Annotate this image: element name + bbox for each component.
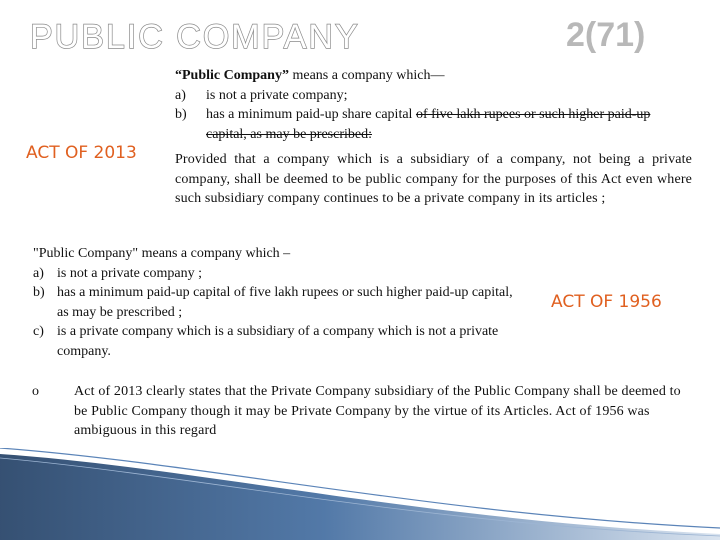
clause-text: is a private company which is a subsidiary of a company which is not a private company. bbox=[57, 324, 499, 359]
defined-term: “Public Company” bbox=[175, 68, 289, 83]
clause-marker: b) bbox=[175, 107, 187, 122]
definition-lead bbox=[33, 244, 525, 264]
clause-c bbox=[33, 322, 525, 361]
comparison-note bbox=[32, 382, 682, 441]
clause-text: is not a private company ; bbox=[57, 265, 203, 281]
defined-term: "Public Company" bbox=[33, 246, 139, 261]
wave-band-fill bbox=[0, 454, 720, 540]
section-number: 2(71) bbox=[566, 16, 646, 54]
decorative-wave-band bbox=[0, 448, 720, 540]
definition-lead-text: means a company which – bbox=[138, 246, 291, 261]
act-1956-label: ACT OF 1956 bbox=[551, 292, 662, 312]
clause-marker: c) bbox=[33, 324, 44, 339]
clause-text-current: has a minimum paid-up share capital bbox=[206, 107, 416, 122]
clause-b bbox=[33, 283, 525, 322]
act-1956-definition bbox=[33, 244, 525, 361]
clause-text bbox=[175, 105, 692, 144]
bullet-icon: o bbox=[32, 384, 39, 399]
clause-text: has a minimum paid-up capital of five lakh rupees or such higher paid-up capital, as may be prescribed ; bbox=[57, 285, 513, 320]
slide-title: PUBLIC COMPANY bbox=[30, 18, 360, 56]
clause-marker: a) bbox=[175, 87, 186, 103]
note-text: Act of 2013 clearly states that the Private Company subsidiary of the Public Company shall be deemed to be Public Company though it may be Private Company by the virtue of its Articles. Act of 1956 was ambiguous in this regard bbox=[74, 384, 681, 438]
clause-marker: b) bbox=[33, 285, 45, 300]
definition-lead-text: means a company which— bbox=[288, 68, 445, 83]
clause-a bbox=[33, 264, 525, 284]
act-2013-definition bbox=[175, 66, 692, 209]
clause-a bbox=[175, 86, 692, 106]
struck-out-text: of five lakh rupees or such higher paid-up capital, as may be prescribed: bbox=[206, 107, 651, 142]
clause-b bbox=[175, 105, 692, 144]
act-2013-label: ACT OF 2013 bbox=[26, 143, 137, 163]
clause-marker: a) bbox=[33, 265, 44, 281]
clause-text: is not a private company; bbox=[206, 87, 348, 103]
definition-lead bbox=[175, 66, 692, 86]
proviso-text: Provided that a company which is a subsidiary of a company, not being a private company, shall be deemed to be public company for the purposes of this Act even where such subsidiary company continues to be a private company in its articles ; bbox=[175, 152, 692, 206]
